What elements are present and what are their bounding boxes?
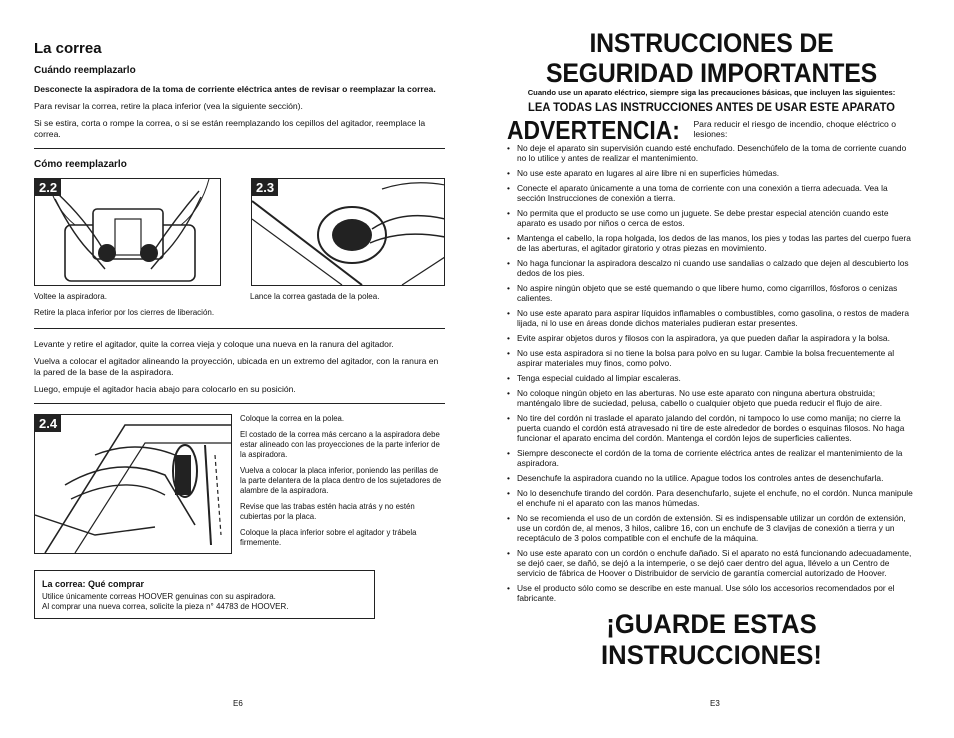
- section-heading: La correa: [34, 40, 102, 57]
- warning-item: • No aspire ningún objeto que se esté quemando o que libere humo, como cigarrillos, fósforos o cenizas calientes.: [507, 283, 916, 303]
- safety-title-line-2: SEGURIDAD IMPORTANTES: [545, 58, 878, 88]
- warning-item: • No use esta aspiradora si no tiene la bolsa para polvo en su lugar. Cambie la bolsa frecuentemente al aspirar materiales muy finos, como polvo.: [507, 348, 916, 368]
- save-instructions-banner: ¡GUARDE ESTAS INSTRUCCIONES!: [601, 609, 822, 670]
- when-paragraph-2: Para revisar la correa, retire la placa inferior (vea la siguiente sección).: [34, 101, 303, 111]
- when-title: Cuándo reemplazarlo: [34, 65, 136, 76]
- mid-paragraph-2: Vuelva a colocar el agitador alineando la proyección, ubicada en un extremo del agitador, con la ranura en la pared de la base de la aspiradora.: [34, 356, 439, 377]
- when-paragraph-1: Desconecte la aspiradora de la toma de corriente eléctrica antes de revisar o reemplazar la correa.: [34, 84, 436, 94]
- figure-row-top: [34, 178, 445, 286]
- warning-item: • Evite aspirar objetos duros y filosos con la aspiradora, ya que pueden dañar la aspiradora y la bolsa.: [507, 333, 916, 343]
- warning-item: • No lo desenchufe tirando del cordón. Para desenchufarlo, sujete el enchufe, no el cordón. Nunca manipule el enchufe ni el aparato con las manos húmedas.: [507, 488, 916, 508]
- caption-2-2: [34, 292, 220, 324]
- warning-item: • No coloque ningún objeto en las aberturas. No use este aparato con ninguna abertura obstruida; manténgalo libre de suciedad, pelusa, cabello o cualquier objeto que pueda reducir el flujo de aire.: [507, 388, 916, 408]
- step-1: Coloque la correa en la polea.: [240, 414, 345, 423]
- vacuum-underside-illustration: [35, 179, 221, 285]
- warning-label: ADVERTENCIA:: [507, 115, 680, 145]
- what-to-buy-box: [34, 570, 375, 619]
- caption-2-2-line-2: Retire la placa inferior por los cierres de liberación.: [34, 308, 215, 317]
- warning-item: • No tire del cordón ni traslade el aparato jalando del cordón, ni tampoco lo use como manija; no cierre la puerta cuando el cordón está atravesado ni tire de este alrededor de bordes o esquinas filosos. No haga funcionar el aparato encima del cordón. Mantenga el cordón lejos de superficies calientes.: [507, 413, 916, 443]
- mid-paragraph-3: Luego, empuje el agitador hacia abajo para colocarlo en su posición.: [34, 384, 296, 394]
- intro-text: Cuando use un aparato eléctrico, siempre siga las precauciones básicas, que incluyen las siguientes:: [527, 88, 896, 97]
- warning-item: • No haga funcionar la aspiradora descalzo ni cuando use sandalias o calzado que dejen al descubierto los dedos de los pies.: [507, 258, 916, 278]
- caption-2-2-line-1: Voltee la aspiradora.: [34, 292, 107, 301]
- warning-item: • No se recomienda el uso de un cordón de extensión. Si es indispensable utilizar un cordón de extensión, use un cordón de, al menos, 3 hilos, calibre 16, con un enchufe de 3 clavijas de conexión a tierra y un receptáculo de 3 polos compatible con el enchufe de la máquina.: [507, 513, 916, 543]
- figure-2-4-block: [34, 414, 445, 554]
- warning-list: [507, 143, 916, 603]
- what-to-buy-line-2: Al comprar una nueva correa, solicite la pieza n° 44783 de HOOVER.: [42, 602, 289, 611]
- warning-item: • Desenchufe la aspiradora cuando no la utilice. Apague todos los controles antes de desenchufarla.: [507, 473, 916, 483]
- warning-item: • Use el producto sólo como se describe en este manual. Use sólo los accesorios recomendados por el fabricante.: [507, 583, 916, 603]
- what-to-buy-title: La correa: Qué comprar: [42, 579, 145, 589]
- warning-item: • No use este aparato con un cordón o enchufe dañado. Si el aparato no está funcionando adecuadamente, se dejó caer, se dañó, se dejó a la intemperie, o se dejó caer dentro del agua, llévelo a un Centro de servicio de fábrica de Hoover o Distribuidor de servicio de garantía comercial autorizado de Hoover.: [507, 548, 916, 578]
- figure-2-2: [34, 178, 221, 286]
- caption-2-3-line-1: Lance la correa gastada de la polea.: [250, 292, 380, 301]
- page-number-right: E3: [710, 699, 720, 708]
- figure-2-3: [251, 178, 445, 286]
- step-4: Revise que las trabas estén hacia atrás y no estén cubiertas por la placa.: [240, 502, 415, 521]
- warning-item: • Siempre desconecte el cordón de la toma de corriente eléctrica antes de realizar el mantenimiento de la aspiradora.: [507, 448, 916, 468]
- warning-item: • No permita que el producto se use como un juguete. Se debe prestar especial atención cuando este aparato es usado por niños o cerca de estos.: [507, 208, 916, 228]
- when-paragraph-3: Si se estira, corta o rompe la correa, o si se están reemplazando los cepillos del agitador, reemplace la correa.: [34, 118, 426, 139]
- read-all-instructions: LEA TODAS LAS INSTRUCCIONES ANTES DE USAR ESTE APARATO: [528, 100, 895, 114]
- step-3: Vuelva a colocar la placa inferior, poniendo las perillas de la parte delantera de la placa dentro de los sujetadores de alambre de la aspiradora.: [240, 466, 442, 495]
- step-5: Coloque la placa inferior sobre el agitador y trábela firmemente.: [240, 528, 417, 547]
- figure-2-4-steps: [240, 414, 445, 554]
- belt-pulley-illustration: [252, 179, 445, 285]
- warning-item: • Conecte el aparato únicamente a una toma de corriente con una conexión a tierra adecuada. Vea la sección Instrucciones de conexión a tierra.: [507, 183, 916, 203]
- figure-label-2-4: 2.4: [35, 415, 61, 432]
- figure-label-2-3: 2.3: [252, 179, 278, 196]
- mid-paragraph-1: Levante y retire el agitador, quite la correa vieja y coloque una nueva en la ranura del agitador.: [34, 339, 394, 349]
- divider: [34, 328, 445, 329]
- figure-2-4: [34, 414, 232, 554]
- divider: [34, 148, 445, 149]
- warning-header: [507, 115, 916, 145]
- right-page: [477, 0, 954, 738]
- how-title: Cómo reemplazarlo: [34, 159, 127, 170]
- caption-2-3: [250, 292, 443, 324]
- warning-note: Para reducir el riesgo de incendio, choque eléctrico o lesiones:: [693, 119, 897, 139]
- warning-item: • No use este aparato en lugares al aire libre ni en superficies húmedas.: [507, 168, 916, 178]
- figure-label-2-2: 2.2: [35, 179, 61, 196]
- warning-item: • Tenga especial cuidado al limpiar escaleras.: [507, 373, 916, 383]
- warning-item: • No deje el aparato sin supervisión cuando esté enchufado. Desenchúfelo de la toma de corriente cuando no lo utilice y antes de realizar el mantenimiento.: [507, 143, 916, 163]
- what-to-buy-line-1: Utilice únicamente correas HOOVER genuinas con su aspiradora.: [42, 592, 276, 601]
- figure-captions-top: [34, 292, 445, 324]
- warning-item: • Mantenga el cabello, la ropa holgada, los dedos de las manos, los pies y todas las partes del cuerpo fuera de las aberturas, el agitador giratorio y otras piezas en movimiento.: [507, 233, 916, 253]
- safety-title-line-1: INSTRUCCIONES DE: [589, 28, 834, 58]
- divider: [34, 403, 445, 404]
- belt-install-illustration: [35, 415, 231, 553]
- warning-item: • No use este aparato para aspirar líquidos inflamables o combustibles, como gasolina, o restos de madera lijada, ni lo use en áreas donde dichos materiales pudieran estar presentes.: [507, 308, 916, 328]
- page-number-left: E6: [233, 699, 243, 708]
- step-2: El costado de la correa más cercano a la aspiradora debe estar alineado con las proyecciones de la parte inferior de la aspiradora.: [240, 430, 440, 459]
